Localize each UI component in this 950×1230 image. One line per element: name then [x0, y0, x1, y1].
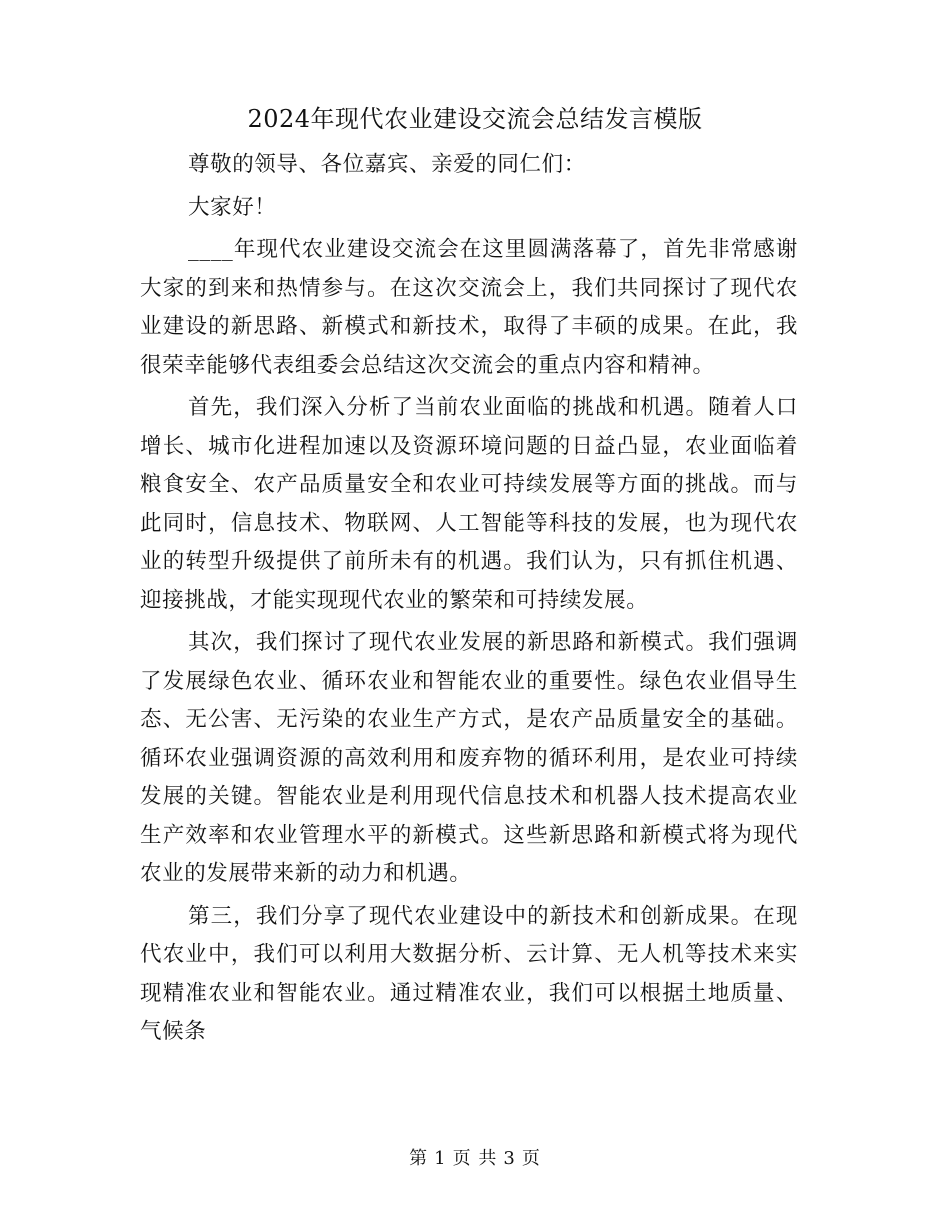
- paragraph-intro: ____年现代农业建设交流会在这里圆满落幕了，首先非常感谢大家的到来和热情参与。在这次交流会上，我们共同探讨了现代农业建设的新思路、新模式和新技术，取得了丰硕的成果。在此，我很荣幸能够代表组委会总结这次交流会的重点内容和精神。: [140, 237, 798, 378]
- footer-label-of: 页 共: [452, 1148, 498, 1169]
- footer-label-pages: 页: [521, 1148, 541, 1169]
- paragraph-second: 其次，我们探讨了现代农业发展的新思路和新模式。我们强调了发展绿色农业、循环农业和智能农业的重要性。绿色农业倡导生态、无公害、无污染的农业生产方式，是农产品质量安全的基础。循环农业强调资源的高效利用和废弃物的循环利用，是农业可持续发展的关键。智能农业是利用现代信息技术和机器人技术提高农业生产效率和农业管理水平的新模式。这些新思路和新模式将为现代农业的发展带来新的动力和机遇。: [140, 630, 798, 886]
- footer-total-pages: 3: [503, 1148, 516, 1169]
- page-footer: [0, 1146, 950, 1172]
- document-title: 2024年现代农业建设交流会总结发言模版: [247, 105, 703, 133]
- paragraph-third: 第三，我们分享了现代农业建设中的新技术和创新成果。在现代农业中，我们可以利用大数据分析、云计算、无人机等技术来实现精准农业和智能农业。通过精准农业，我们可以根据土地质量、气候条: [140, 903, 798, 1044]
- greeting: 大家好！: [188, 194, 277, 220]
- footer-current-page: 1: [434, 1148, 447, 1169]
- paragraph-first: 首先，我们深入分析了当前农业面临的挑战和机遇。随着人口增长、城市化进程加速以及资源环境问题的日益凸显，农业面临着粮食安全、农产品质量安全和农业可持续发展等方面的挑战。而与此同时，信息技术、物联网、人工智能等科技的发展，也为现代农业的转型升级提供了前所未有的机遇。我们认为，只有抓住机遇、迎接挑战，才能实现现代农业的繁荣和可持续发展。: [140, 395, 798, 613]
- footer-label-page: 第: [409, 1148, 429, 1169]
- salutation: 尊敬的领导、各位嘉宾、亲爱的同仁们：: [188, 152, 586, 177]
